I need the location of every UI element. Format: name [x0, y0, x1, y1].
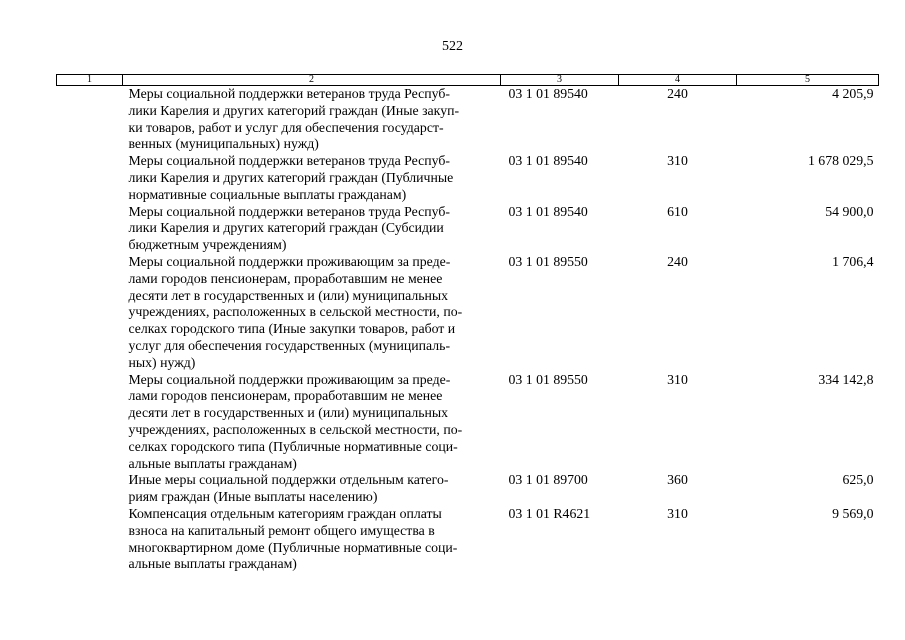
row-code: 03 1 01 89550 [508, 371, 588, 387]
header-row [57, 75, 879, 86]
row-type: 360 [667, 472, 688, 488]
row-code: 03 1 01 89540 [508, 153, 588, 169]
row-description: Меры социальной поддержки проживающим за преде- лами городов пенсионерам, проработавшим не менее десяти лет в государственных и (или) муниципальных учреждениях, расположенных в сельской местности, по- селках городского типа (Иные закупки товаров, работ и услуг для обеспечения государственных (муниципаль- ных) нужд) [128, 253, 463, 370]
row-type: 310 [667, 371, 688, 387]
empty-cell [57, 472, 123, 506]
column-header-1: 1 [57, 75, 123, 86]
column-header-2: 2 [123, 75, 501, 86]
empty-cell [57, 204, 123, 254]
row-amount: 9 569,0 [832, 505, 874, 521]
row-amount: 625,0 [842, 472, 874, 488]
empty-cell [57, 372, 123, 473]
row-type: 310 [667, 153, 688, 169]
column-header-5: 5 [737, 75, 879, 86]
table-row [57, 153, 879, 203]
row-amount: 4 205,9 [832, 86, 874, 101]
row-code: 03 1 01 R4621 [508, 505, 591, 521]
row-description: Меры социальной поддержки ветеранов труда Респуб- лики Карелия и других категорий граждан (Публичные нормативные социальные выплаты гражданам) [128, 153, 454, 202]
row-description: Иные меры социальной поддержки отдельным катего- риям граждан (Иные выплаты населению) [128, 472, 449, 505]
row-type: 240 [667, 253, 688, 269]
table-row [57, 506, 879, 573]
table-row [57, 254, 879, 372]
empty-cell [57, 254, 123, 372]
table-row [57, 472, 879, 506]
table-row [57, 372, 879, 473]
row-amount: 1 678 029,5 [807, 153, 874, 169]
empty-cell [57, 506, 123, 573]
row-code: 03 1 01 89700 [508, 472, 588, 488]
row-code: 03 1 01 89550 [508, 253, 588, 269]
page-number: 522 [442, 39, 463, 54]
row-type: 310 [667, 505, 688, 521]
row-type: 610 [667, 203, 688, 219]
table-body [57, 86, 879, 574]
column-header-4: 4 [619, 75, 737, 86]
table-row [57, 204, 879, 254]
table-header [57, 75, 879, 86]
column-header-3: 3 [501, 75, 619, 86]
row-description: Меры социальной поддержки проживающим за преде- лами городов пенсионерам, проработавшим не менее десяти лет в государственных и (или) муниципальных учреждениях, расположенных в сельской местности, по- селках городского типа (Публичные нормативные соци- альные выплаты гражданам) [128, 371, 463, 471]
row-amount: 334 142,8 [818, 371, 874, 387]
empty-cell [57, 153, 123, 203]
row-amount: 1 706,4 [832, 253, 874, 269]
row-type: 240 [667, 86, 688, 101]
row-description: Меры социальной поддержки ветеранов труда Респуб- лики Карелия и других категорий граждан (Иные закуп- ки товаров, работ и услуг для обеспечения государст- венных (муниципальных) нужд) [128, 86, 460, 152]
row-description: Компенсация отдельным категориям граждан оплаты взноса на капитальный ремонт общего имущества в многоквартирном доме (Публичные нормативные соци- альные выплаты гражданам) [128, 505, 458, 572]
row-amount: 54 900,0 [825, 203, 874, 219]
row-description: Меры социальной поддержки ветеранов труда Респуб- лики Карелия и других категорий граждан (Субсидии бюджетным учреждениям) [128, 203, 450, 253]
empty-cell [57, 86, 123, 154]
budget-table [56, 74, 879, 573]
table-row [57, 86, 879, 154]
row-code: 03 1 01 89540 [508, 86, 588, 101]
row-code: 03 1 01 89540 [508, 203, 588, 219]
